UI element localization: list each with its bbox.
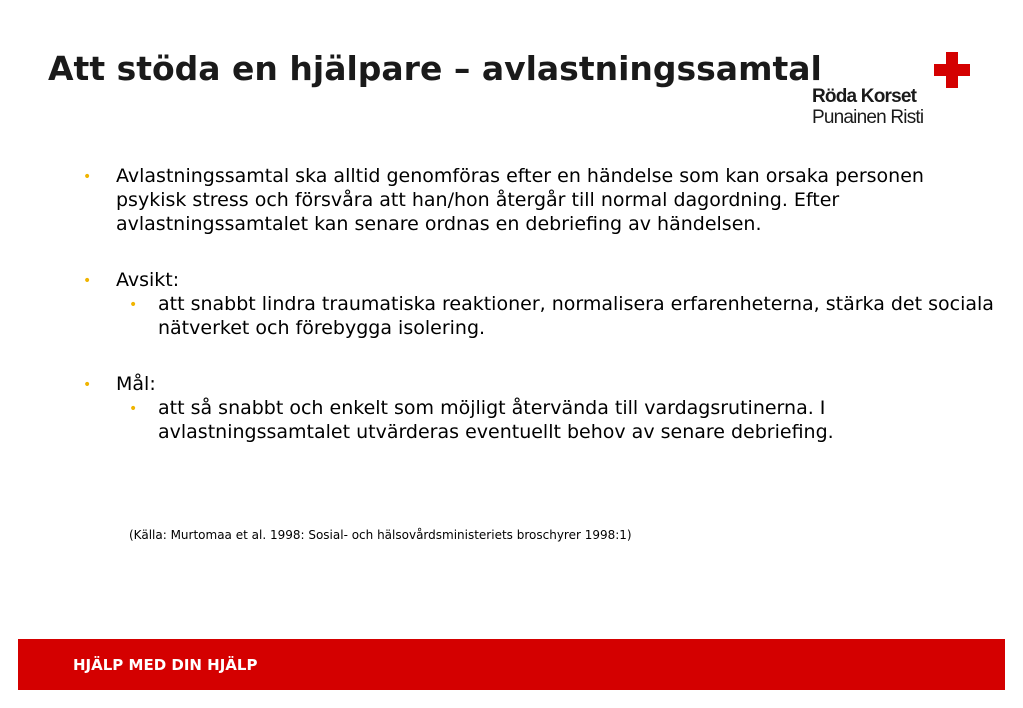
sub-bullet-item: [80, 396, 1000, 444]
bullet-dot-icon: •: [129, 401, 138, 417]
logo-text-finnish: Punainen Risti: [812, 107, 924, 128]
bullet-text: Mål:: [116, 373, 156, 395]
footer-banner: [18, 639, 1005, 690]
sub-bullet-item: [80, 292, 1000, 340]
bullet-list: [80, 164, 1000, 444]
logo-text-swedish: Röda Korset: [812, 86, 917, 107]
sub-bullet-text: att så snabbt och enkelt som möjligt återvända till vardagsrutinerna. I avlastningssamtalet utvärderas eventuellt behov av senare debriefing.: [158, 397, 834, 443]
bullet-dot-icon: •: [129, 297, 138, 313]
footer-text: HJÄLP MED DIN HJÄLP: [73, 656, 258, 674]
slide-title: Att stöda en hjälpare – avlastningssamtal: [48, 49, 822, 88]
sub-bullet-text: att snabbt lindra traumatiska reaktioner, normalisera erfarenheterna, stärka det sociala nätverket och förebygga isolering.: [158, 293, 994, 339]
bullet-text: Avlastningssamtal ska alltid genomföras efter en händelse som kan orsaka personen psykisk stress och försvåra att han/hon återgår till normal dagordning. Efter avlastningssamtalet kan senare ordnas en debriefing av händelsen.: [116, 165, 924, 235]
bullet-item: [80, 372, 1000, 396]
red-cross-icon: [934, 52, 970, 88]
bullet-item: [80, 164, 1000, 236]
red-cross-logo: [806, 50, 946, 130]
bullet-dot-icon: •: [83, 377, 92, 393]
bullet-dot-icon: •: [83, 273, 92, 289]
bullet-text: Avsikt:: [116, 269, 180, 291]
bullet-item: [80, 268, 1000, 292]
source-citation: (Källa: Murtomaa et al. 1998: Sosial- och hälsovårdsministeriets broschyrer 1998:1): [129, 528, 632, 542]
bullet-dot-icon: •: [83, 169, 92, 185]
